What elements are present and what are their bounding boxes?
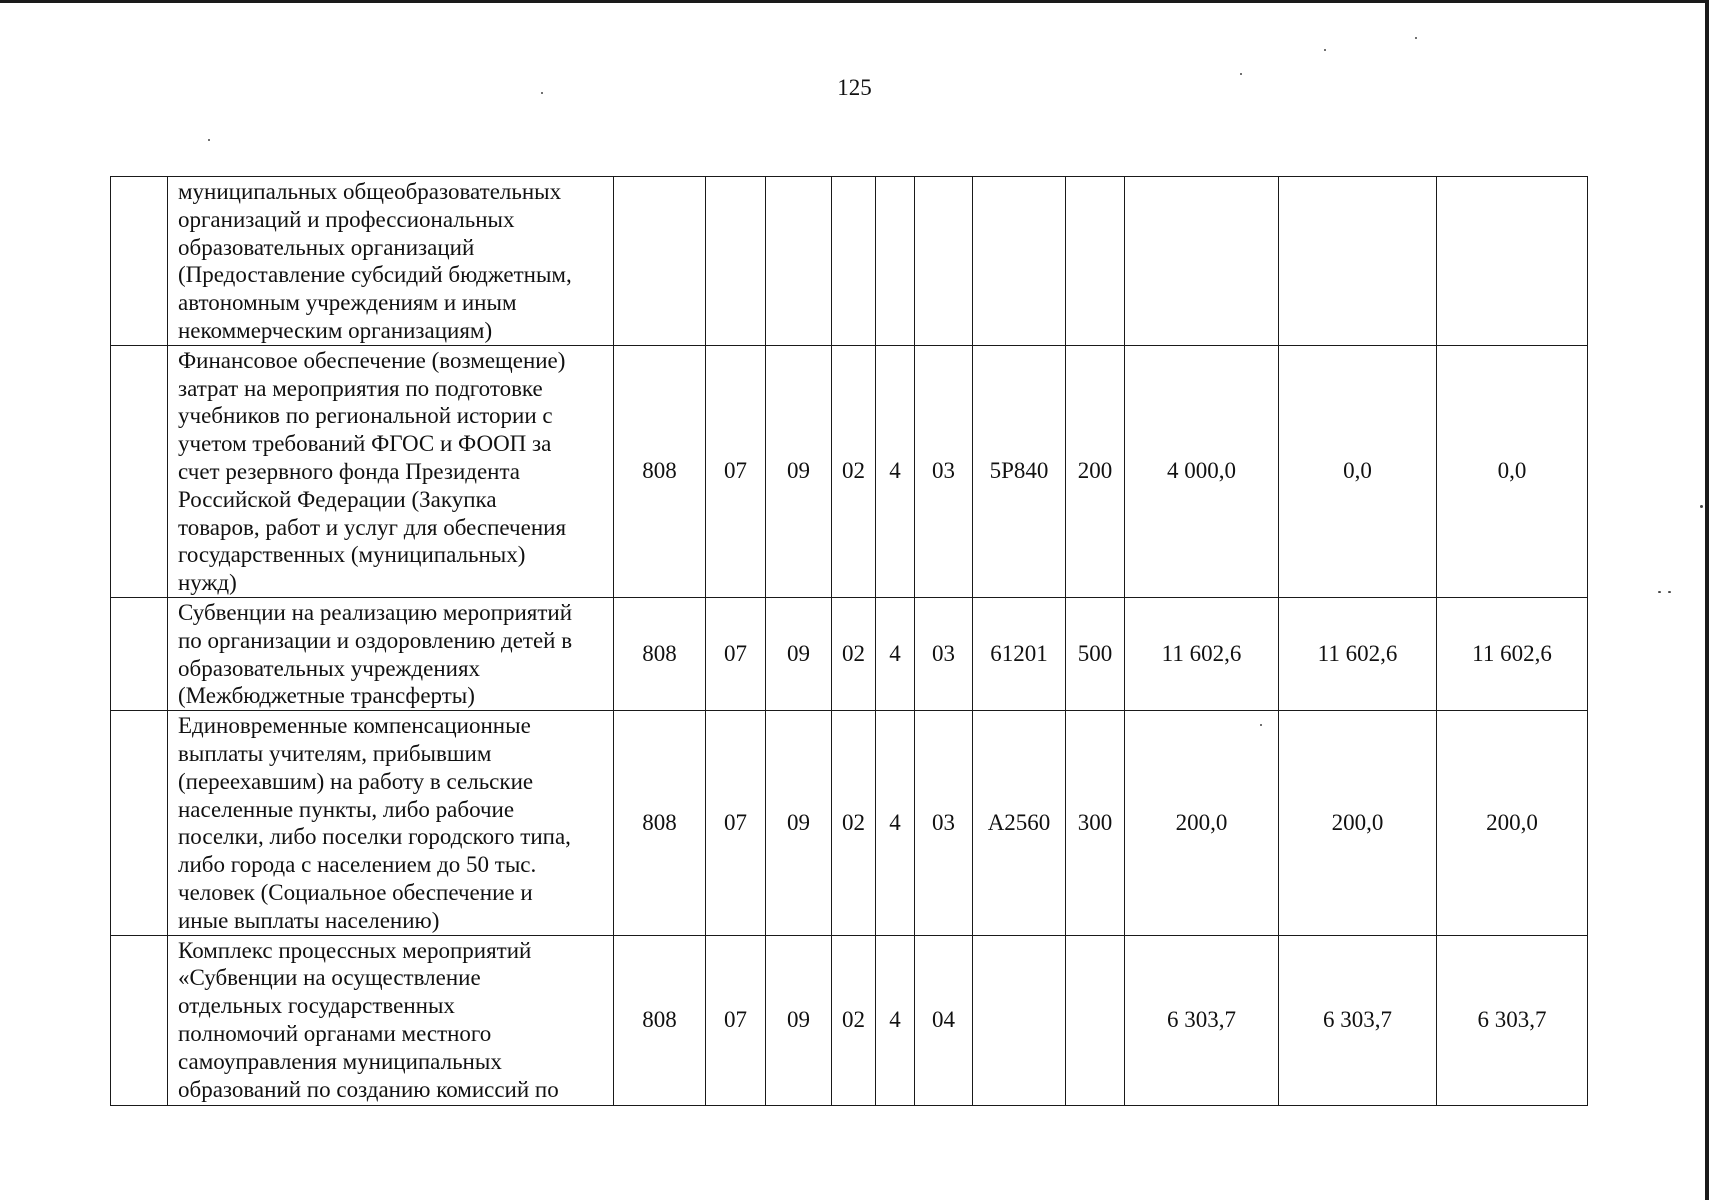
budget-table bbox=[110, 176, 1588, 1106]
cell-program: 02 bbox=[832, 711, 876, 935]
cell-direction bbox=[973, 935, 1066, 1105]
cell-admin-code: 808 bbox=[614, 935, 706, 1105]
cell-amount-year-3: 0,0 bbox=[1437, 345, 1588, 597]
scan-speck bbox=[1415, 37, 1417, 39]
cell-amount-year-3: 200,0 bbox=[1437, 711, 1588, 935]
cell-direction bbox=[973, 177, 1066, 346]
cell-section: 07 bbox=[706, 345, 766, 597]
scan-speck bbox=[1700, 505, 1703, 508]
cell-expense-type: 500 bbox=[1066, 597, 1125, 710]
cell-section: 07 bbox=[706, 597, 766, 710]
cell-section bbox=[706, 177, 766, 346]
cell-amount-year-1: 11 602,6 bbox=[1125, 597, 1279, 710]
cell-admin-code bbox=[614, 177, 706, 346]
cell-expense-name: Комплекс процессных мероприятий «Субвенции на осуществление отдельных государственных полномочий органами местного самоуправления муниципальных образований по созданию комиссий по bbox=[168, 935, 614, 1105]
cell-expense-name: Субвенции на реализацию мероприятий по организации и оздоровлению детей в образовательных учреждениях (Межбюджетные трансферты) bbox=[168, 597, 614, 710]
scan-edge-right bbox=[1705, 0, 1709, 1200]
cell-subprogram: 03 bbox=[915, 597, 973, 710]
cell-amount-year-3 bbox=[1437, 177, 1588, 346]
cell-admin-code: 808 bbox=[614, 345, 706, 597]
table-row bbox=[111, 345, 1588, 597]
cell-subprogram: 03 bbox=[915, 345, 973, 597]
cell-amount-year-1: 4 000,0 bbox=[1125, 345, 1279, 597]
cell-program-type: 4 bbox=[876, 935, 915, 1105]
cell-subsection: 09 bbox=[766, 345, 832, 597]
cell-amount-year-2 bbox=[1279, 177, 1437, 346]
cell-amount-year-2: 11 602,6 bbox=[1279, 597, 1437, 710]
cell-subsection: 09 bbox=[766, 935, 832, 1105]
cell-program-type: 4 bbox=[876, 345, 915, 597]
cell-subprogram: 04 bbox=[915, 935, 973, 1105]
cell-subprogram: 03 bbox=[915, 711, 973, 935]
cell-amount-year-2: 200,0 bbox=[1279, 711, 1437, 935]
cell-row-number bbox=[111, 597, 168, 710]
scan-edge-top bbox=[0, 0, 1709, 3]
cell-amount-year-3: 6 303,7 bbox=[1437, 935, 1588, 1105]
cell-row-number bbox=[111, 345, 168, 597]
cell-admin-code: 808 bbox=[614, 597, 706, 710]
cell-direction: 61201 bbox=[973, 597, 1066, 710]
cell-amount-year-1 bbox=[1125, 177, 1279, 346]
cell-admin-code: 808 bbox=[614, 711, 706, 935]
table-body bbox=[111, 177, 1588, 1106]
cell-subsection: 09 bbox=[766, 597, 832, 710]
scan-speck bbox=[1668, 591, 1671, 593]
cell-program: 02 bbox=[832, 597, 876, 710]
scan-speck bbox=[1658, 591, 1661, 593]
cell-expense-type: 200 bbox=[1066, 345, 1125, 597]
cell-program bbox=[832, 177, 876, 346]
cell-expense-name: муниципальных общеобразовательных организаций и профессиональных образовательных организаций (Предоставление субсидий бюджетным, автономным учреждениям и иным некоммерческим организациям) bbox=[168, 177, 614, 346]
cell-subprogram bbox=[915, 177, 973, 346]
table-row bbox=[111, 935, 1588, 1105]
cell-subsection bbox=[766, 177, 832, 346]
cell-expense-name: Единовременные компенсационные выплаты учителям, прибывшим (переехавшим) на работу в сельские населенные пункты, либо рабочие поселки, либо поселки городского типа, либо города с населением до 50 тыс. человек (Социальное обеспечение и иные выплаты населению) bbox=[168, 711, 614, 935]
cell-subsection: 09 bbox=[766, 711, 832, 935]
cell-expense-type bbox=[1066, 935, 1125, 1105]
cell-program-type: 4 bbox=[876, 597, 915, 710]
cell-row-number bbox=[111, 711, 168, 935]
scan-speck bbox=[208, 139, 210, 141]
table-row bbox=[111, 597, 1588, 710]
cell-expense-name: Финансовое обеспечение (возмещение) затрат на мероприятия по подготовке учебников по региональной истории с учетом требований ФГОС и ФООП за счет резервного фонда Президента Российской Федерации (Закупка товаров, работ и услуг для обеспечения государственных (муниципальных) нужд) bbox=[168, 345, 614, 597]
cell-row-number bbox=[111, 935, 168, 1105]
table-row bbox=[111, 711, 1588, 935]
scan-speck bbox=[1324, 49, 1326, 51]
page-number: 125 bbox=[837, 75, 872, 100]
cell-amount-year-1: 6 303,7 bbox=[1125, 935, 1279, 1105]
cell-expense-type bbox=[1066, 177, 1125, 346]
cell-row-number bbox=[111, 177, 168, 346]
table-row bbox=[111, 177, 1588, 346]
cell-amount-year-2: 0,0 bbox=[1279, 345, 1437, 597]
cell-section: 07 bbox=[706, 711, 766, 935]
cell-amount-year-3: 11 602,6 bbox=[1437, 597, 1588, 710]
cell-section: 07 bbox=[706, 935, 766, 1105]
cell-program: 02 bbox=[832, 345, 876, 597]
cell-program-type: 4 bbox=[876, 711, 915, 935]
cell-direction: А2560 bbox=[973, 711, 1066, 935]
cell-amount-year-2: 6 303,7 bbox=[1279, 935, 1437, 1105]
cell-program: 02 bbox=[832, 935, 876, 1105]
cell-program-type bbox=[876, 177, 915, 346]
cell-expense-type: 300 bbox=[1066, 711, 1125, 935]
cell-direction: 5Р840 bbox=[973, 345, 1066, 597]
cell-amount-year-1: 200,0 bbox=[1125, 711, 1279, 935]
